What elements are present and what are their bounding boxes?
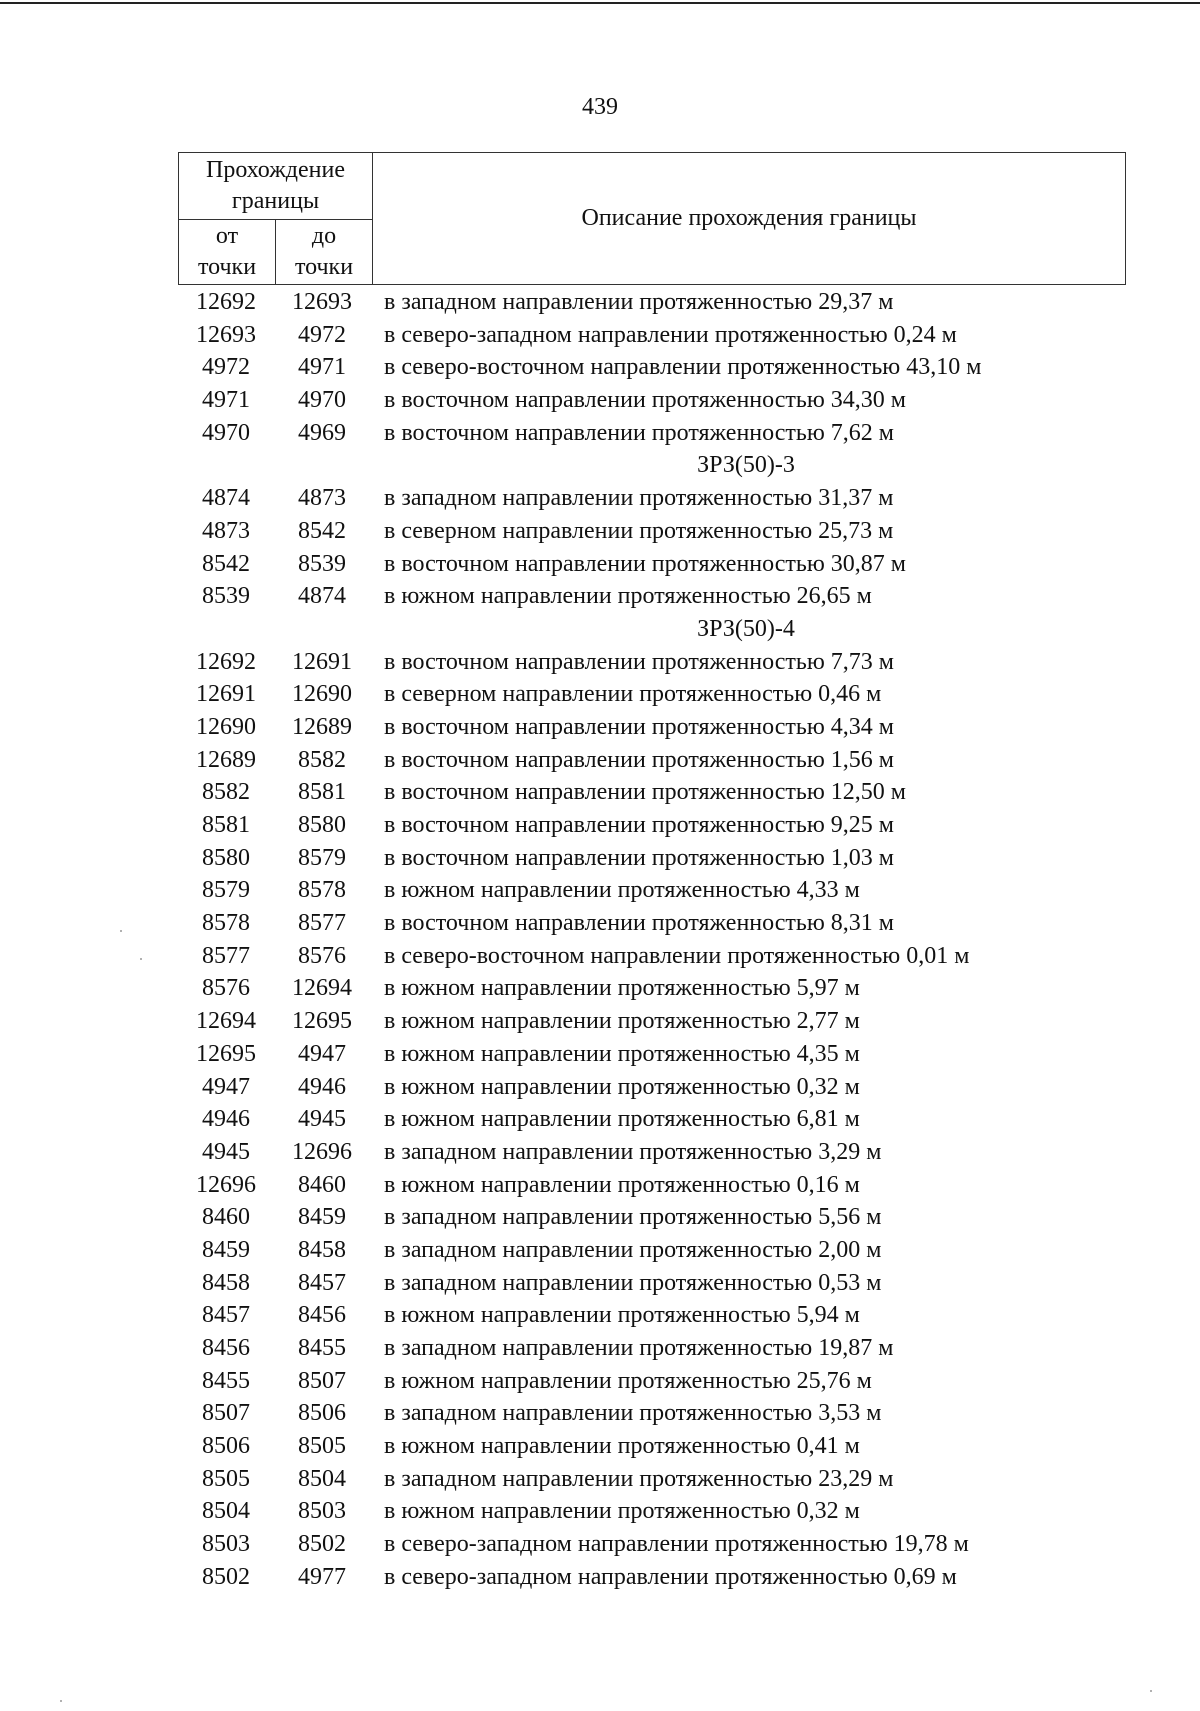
to-point: 8459 [298, 1204, 346, 1231]
table-row [178, 874, 1178, 907]
header-passage-label: Прохождение границы [205, 157, 345, 214]
table-row [178, 776, 1178, 809]
description: в западном направлении протяженностью 3,29 м [384, 1138, 882, 1165]
description: в восточном направлении протяженностью 7,73 м [384, 648, 894, 675]
scan-speck [120, 930, 122, 932]
to-point: 8580 [298, 812, 346, 838]
to-point: 8539 [298, 550, 346, 577]
description: в северо-восточном направлении протяженностью 0,01 м [384, 942, 970, 969]
description: в восточном направлении протяженностью 4,34 м [384, 713, 894, 740]
section-title: ЗРЗ(50)-4 [697, 615, 795, 642]
to-point: 8582 [298, 746, 346, 773]
from-point: 4874 [202, 485, 250, 512]
from-point: 12691 [196, 681, 256, 708]
header-passage [179, 153, 373, 220]
section-title: ЗРЗ(50)-3 [697, 452, 795, 479]
table-row [178, 319, 1178, 352]
header-to-label: до точки [294, 223, 354, 280]
description: в южном направлении протяженностью 2,77 м [384, 1008, 860, 1035]
to-point: 8460 [298, 1171, 346, 1198]
header-to [276, 220, 373, 285]
table-row [178, 548, 1178, 581]
from-point: 4873 [202, 517, 250, 544]
table-row [178, 482, 1178, 515]
table-row [178, 940, 1178, 973]
table-row [178, 1071, 1178, 1104]
from-point: 4972 [202, 354, 250, 381]
description: в северном направлении протяженностью 25,73 м [384, 517, 894, 544]
table-row [178, 1299, 1178, 1332]
table-row [178, 1201, 1178, 1234]
table-row [178, 1267, 1178, 1300]
to-point: 4945 [298, 1106, 346, 1133]
description: в северо-западном направлении протяженностью 19,78 м [384, 1531, 969, 1558]
table-row [178, 744, 1178, 777]
description: в западном направлении протяженностью 2,00 м [384, 1236, 882, 1263]
to-point: 8455 [298, 1335, 346, 1361]
to-point: 12696 [292, 1138, 352, 1165]
to-point: 8458 [298, 1236, 346, 1263]
from-point: 12696 [196, 1171, 256, 1198]
from-point: 8580 [202, 844, 250, 871]
description: в южном направлении протяженностью 6,81 м [384, 1106, 860, 1133]
from-point: 4947 [202, 1073, 250, 1100]
from-point: 8576 [202, 975, 250, 1002]
from-point: 4970 [202, 419, 250, 446]
description: в южном направлении протяженностью 5,94 м [384, 1302, 860, 1329]
to-point: 8504 [298, 1465, 346, 1492]
table-row [178, 646, 1178, 679]
table-row [178, 1528, 1178, 1561]
to-point: 12693 [292, 289, 352, 315]
from-point: 8506 [202, 1433, 250, 1460]
description: в южном направлении протяженностью 26,65 м [384, 583, 872, 610]
from-point: 8579 [202, 877, 250, 904]
to-point: 4947 [298, 1040, 346, 1067]
from-point: 8505 [202, 1465, 250, 1492]
from-point: 8577 [202, 942, 250, 969]
description: в южном направлении протяженностью 4,35 м [384, 1040, 860, 1067]
table-row [178, 1038, 1178, 1071]
from-point: 4945 [202, 1138, 250, 1165]
to-point: 4971 [298, 354, 346, 381]
to-point: 8577 [298, 910, 346, 937]
to-point: 8505 [298, 1433, 346, 1460]
description: в западном направлении протяженностью 5,56 м [384, 1204, 882, 1231]
from-point: 4946 [202, 1106, 250, 1133]
to-point: 4873 [298, 485, 346, 512]
table-row [178, 809, 1178, 842]
from-point: 8504 [202, 1498, 250, 1525]
to-point: 8542 [298, 517, 346, 544]
from-point: 12692 [196, 648, 256, 675]
from-point: 12689 [196, 746, 256, 773]
table-row [178, 351, 1178, 384]
header-from [179, 220, 276, 285]
table-row [178, 1103, 1178, 1136]
to-point: 8576 [298, 942, 346, 969]
to-point: 4977 [298, 1563, 346, 1590]
description: в восточном направлении протяженностью 30,87 м [384, 550, 906, 577]
scan-speck [60, 1700, 62, 1702]
to-point: 4972 [298, 321, 346, 348]
from-point: 12695 [196, 1040, 256, 1067]
to-point: 12690 [292, 681, 352, 708]
to-point: 4946 [298, 1073, 346, 1100]
description: в восточном направлении протяженностью 1,03 м [384, 844, 894, 871]
from-point: 4971 [202, 387, 250, 414]
to-point: 12691 [292, 648, 352, 675]
to-point: 4970 [298, 387, 346, 414]
header-description: Описание прохождения границы [373, 153, 1126, 285]
table-header [178, 152, 1126, 285]
table-row [178, 1495, 1178, 1528]
to-point: 8457 [298, 1269, 346, 1296]
description: в восточном направлении протяженностью 12,50 м [384, 779, 906, 806]
from-point: 8457 [202, 1302, 250, 1329]
description: в восточном направлении протяженностью 9,25 м [384, 812, 894, 838]
description: в южном направлении протяженностью 4,33 м [384, 877, 860, 904]
table-row [178, 515, 1178, 548]
to-point: 8502 [298, 1531, 346, 1558]
table-row [178, 972, 1178, 1005]
from-point: 8455 [202, 1367, 250, 1394]
from-point: 8578 [202, 910, 250, 937]
to-point: 8581 [298, 779, 346, 806]
header-from-label: от точки [197, 223, 257, 280]
description: в западном направлении протяженностью 3,53 м [384, 1400, 882, 1427]
table-row [178, 1463, 1178, 1496]
section-title-row [178, 613, 1178, 646]
description: в западном направлении протяженностью 29,37 м [384, 289, 894, 315]
description: в западном направлении протяженностью 23,29 м [384, 1465, 894, 1492]
description: в восточном направлении протяженностью 8,31 м [384, 910, 894, 937]
description: в южном направлении протяженностью 25,76 м [384, 1367, 872, 1394]
from-point: 8456 [202, 1335, 250, 1361]
to-point: 8578 [298, 877, 346, 904]
section-title-row [178, 449, 1178, 482]
to-point: 8456 [298, 1302, 346, 1329]
description: в южном направлении протяженностью 0,32 м [384, 1498, 860, 1525]
from-point: 8458 [202, 1269, 250, 1296]
description: в северо-восточном направлении протяженностью 43,10 м [384, 354, 982, 381]
from-point: 8503 [202, 1531, 250, 1558]
from-point: 8459 [202, 1236, 250, 1263]
table-row [178, 842, 1178, 875]
to-point: 8506 [298, 1400, 346, 1427]
from-point: 12694 [196, 1008, 256, 1035]
from-point: 12693 [196, 321, 256, 348]
from-point: 8581 [202, 812, 250, 838]
to-point: 8579 [298, 844, 346, 871]
to-point: 8507 [298, 1367, 346, 1394]
scan-speck [1150, 1690, 1152, 1692]
table-row [178, 1169, 1178, 1202]
table-row [178, 286, 1178, 319]
from-point: 8582 [202, 779, 250, 806]
table-row [178, 1430, 1178, 1463]
from-point: 12692 [196, 289, 256, 315]
description: в северо-западном направлении протяженностью 0,24 м [384, 321, 957, 348]
description: в южном направлении протяженностью 0,41 м [384, 1433, 860, 1460]
to-point: 12689 [292, 713, 352, 740]
from-point: 8502 [202, 1563, 250, 1590]
table-row [178, 1365, 1178, 1398]
from-point: 12690 [196, 713, 256, 740]
page-number: 439 [582, 94, 618, 120]
from-point: 8539 [202, 583, 250, 610]
table-row [178, 1332, 1178, 1365]
description: в южном направлении протяженностью 0,16 м [384, 1171, 860, 1198]
boundary-rows [178, 286, 1178, 1594]
to-point: 4969 [298, 419, 346, 446]
table-row [178, 1561, 1178, 1594]
description: в северном направлении протяженностью 0,46 м [384, 681, 882, 708]
description: в восточном направлении протяженностью 7,62 м [384, 419, 894, 446]
from-point: 8542 [202, 550, 250, 577]
table-row [178, 580, 1178, 613]
scan-speck [140, 958, 142, 960]
table-row [178, 384, 1178, 417]
table-row [178, 1005, 1178, 1038]
table-row [178, 1397, 1178, 1430]
table-row [178, 1234, 1178, 1267]
table-row [178, 1136, 1178, 1169]
top-rule [0, 2, 1200, 4]
table-row [178, 711, 1178, 744]
description: в западном направлении протяженностью 31,37 м [384, 485, 894, 512]
from-point: 8460 [202, 1204, 250, 1231]
from-point: 8507 [202, 1400, 250, 1427]
to-point: 12695 [292, 1008, 352, 1035]
description: в западном направлении протяженностью 19,87 м [384, 1335, 894, 1361]
table-row [178, 907, 1178, 940]
table-row [178, 417, 1178, 450]
table-row [178, 678, 1178, 711]
description: в восточном направлении протяженностью 1,56 м [384, 746, 894, 773]
to-point: 12694 [292, 975, 352, 1002]
description: в южном направлении протяженностью 5,97 м [384, 975, 860, 1002]
description: в восточном направлении протяженностью 34,30 м [384, 387, 906, 414]
to-point: 4874 [298, 583, 346, 610]
description: в северо-западном направлении протяженностью 0,69 м [384, 1563, 957, 1590]
description: в южном направлении протяженностью 0,32 м [384, 1073, 860, 1100]
description: в западном направлении протяженностью 0,53 м [384, 1269, 882, 1296]
to-point: 8503 [298, 1498, 346, 1525]
